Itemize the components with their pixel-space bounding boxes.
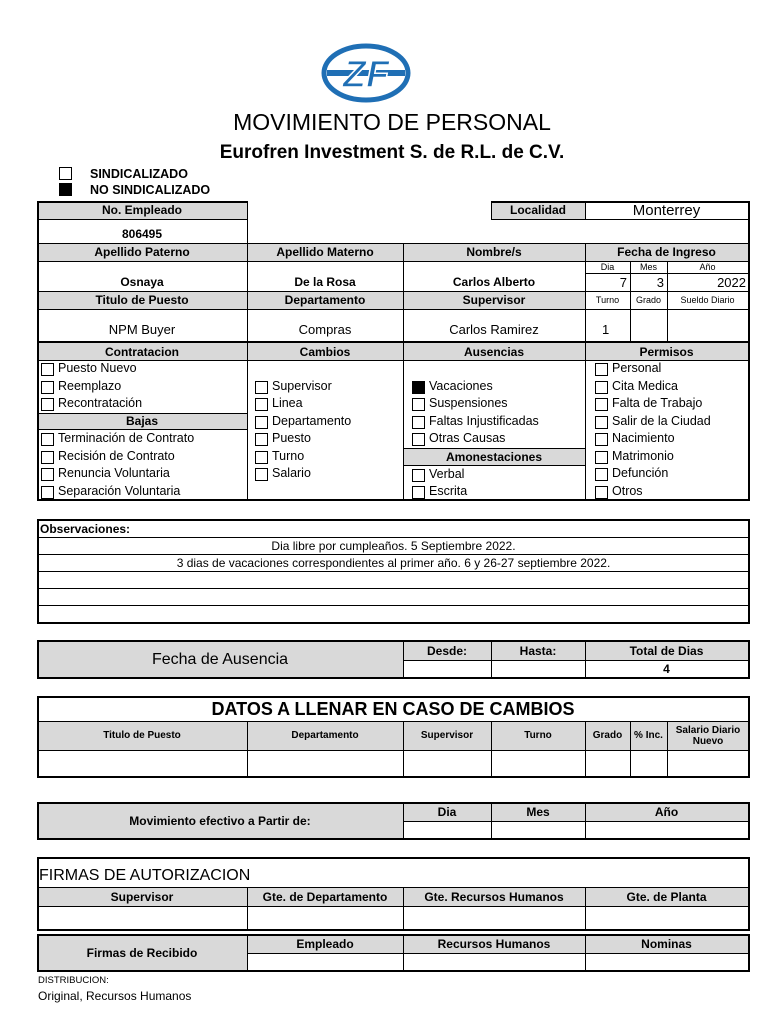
mov-dia-label: Dia bbox=[437, 805, 457, 819]
recibido-empleado-field[interactable] bbox=[248, 954, 403, 970]
permisos-matrimonio-label: Matrimonio bbox=[612, 449, 674, 463]
ausencias-vacaciones-label: Vacaciones bbox=[429, 379, 493, 393]
cambios-linea-checkbox[interactable] bbox=[255, 398, 268, 411]
col-supervisor: Supervisor bbox=[420, 730, 474, 741]
cambios-supervisor-checkbox[interactable] bbox=[255, 381, 268, 394]
cambios-linea-label: Linea bbox=[272, 396, 303, 410]
observaciones-label: Observaciones: bbox=[40, 521, 131, 536]
col-salario-nuevo: Salario Diario Nuevo bbox=[675, 724, 741, 747]
no-sindicalizado-checkbox[interactable] bbox=[59, 183, 72, 196]
firma-gte-rh-field[interactable] bbox=[404, 907, 585, 929]
recibido-nominas-field[interactable] bbox=[586, 954, 748, 970]
cambios-header: Cambios bbox=[299, 344, 351, 359]
nombre-label: Nombre/s bbox=[466, 245, 522, 259]
col-grado: Grado bbox=[592, 730, 623, 741]
contratacion-header: Contratacion bbox=[104, 344, 179, 359]
mov-mes-label: Mes bbox=[526, 805, 550, 819]
ap-materno-label: Apellido Materno bbox=[276, 245, 374, 259]
bajas-renuncia-voluntaria-label: Renuncia Voluntaria bbox=[58, 466, 170, 480]
permisos-nacimiento-label: Nacimiento bbox=[612, 431, 675, 445]
zf-logo bbox=[321, 43, 411, 103]
supervisor-value[interactable]: Carlos Ramirez bbox=[449, 321, 539, 337]
observaciones-line-2[interactable]: 3 dias de vacaciones correspondientes al primer año. 6 y 26-27 septiembre 2022. bbox=[176, 555, 611, 570]
permisos-otros-label: Otros bbox=[612, 484, 643, 498]
recibido-rh-label: Recursos Humanos bbox=[437, 937, 551, 951]
permisos-header: Permisos bbox=[639, 344, 694, 359]
titulo-label: Titulo de Puesto bbox=[95, 293, 189, 307]
permisos-otros-checkbox[interactable] bbox=[595, 486, 608, 499]
permisos-personal-checkbox[interactable] bbox=[595, 363, 608, 376]
no-empleado-label: No. Empleado bbox=[101, 203, 182, 217]
cambios-puesto-label: Puesto bbox=[272, 431, 311, 445]
fecha-ingreso-label: Fecha de Ingreso bbox=[617, 245, 716, 259]
ausencias-otras-causas-checkbox[interactable] bbox=[412, 433, 425, 446]
ausencias-faltas-injustificadas-label: Faltas Injustificadas bbox=[429, 414, 539, 428]
svg-text:ZF: ZF bbox=[342, 54, 390, 96]
contratacion-reemplazo-checkbox[interactable] bbox=[41, 381, 54, 394]
ausencias-suspensiones-label: Suspensiones bbox=[429, 396, 508, 410]
amonestaciones-escrita-label: Escrita bbox=[429, 484, 468, 498]
dia-label: Dia bbox=[600, 262, 615, 272]
desde-label: Desde: bbox=[426, 643, 467, 658]
depto-value[interactable]: Compras bbox=[298, 321, 352, 337]
ap-paterno-value[interactable]: Osnaya bbox=[120, 275, 164, 289]
permisos-salir-de-la-ciudad-checkbox[interactable] bbox=[595, 416, 608, 429]
sindicalizado-checkbox[interactable] bbox=[59, 167, 72, 180]
firma-gte-planta-field[interactable] bbox=[586, 907, 748, 929]
bajas-header: Bajas bbox=[125, 414, 159, 428]
bajas-separacion-voluntaria-checkbox[interactable] bbox=[41, 486, 54, 499]
recibido-label: Firmas de Recibido bbox=[86, 946, 198, 960]
col-inc: % Inc. bbox=[634, 730, 663, 741]
bajas-separacion-voluntaria-label: Separación Voluntaria bbox=[58, 484, 181, 498]
observaciones-line-4[interactable] bbox=[37, 588, 750, 605]
amonestaciones-verbal-label: Verbal bbox=[429, 467, 465, 481]
mov-mes-value[interactable] bbox=[491, 822, 585, 838]
cambios-puesto-checkbox[interactable] bbox=[255, 433, 268, 446]
turno-label: Turno bbox=[595, 295, 620, 305]
amonestaciones-verbal-checkbox[interactable] bbox=[412, 469, 425, 482]
depto-label: Departamento bbox=[284, 293, 366, 307]
fecha-ausencia-label: Fecha de Ausencia bbox=[151, 650, 289, 668]
datos-cambios-title: DATOS A LLENAR EN CASO DE CAMBIOS bbox=[211, 699, 575, 719]
company-name: Eurofren Investment S. de R.L. de C.V. bbox=[219, 142, 565, 163]
ausencias-otras-causas-label: Otras Causas bbox=[429, 431, 506, 445]
permisos-personal-label: Personal bbox=[612, 361, 662, 375]
permisos-nacimiento-checkbox[interactable] bbox=[595, 433, 608, 446]
sueldo-label: Sueldo Diario bbox=[680, 295, 735, 305]
firma-supervisor-field[interactable] bbox=[38, 907, 247, 929]
observaciones-line-1[interactable]: Dia libre por cumpleaños. 5 Septiembre 2022. bbox=[271, 538, 516, 553]
dia-value[interactable]: 7 bbox=[619, 274, 627, 290]
mov-anio-label: Año bbox=[654, 805, 679, 819]
contratacion-reemplazo-label: Reemplazo bbox=[58, 379, 122, 393]
supervisor-label: Supervisor bbox=[462, 293, 526, 307]
cambios-turno-checkbox[interactable] bbox=[255, 451, 268, 464]
bajas-recision-de-contrato-checkbox[interactable] bbox=[41, 451, 54, 464]
mov-anio-value[interactable] bbox=[585, 822, 748, 838]
cambios-supervisor-label: Supervisor bbox=[272, 379, 332, 393]
bajas-recision-de-contrato-label: Recisión de Contrato bbox=[58, 449, 175, 463]
permisos-defuncion-label: Defunción bbox=[612, 466, 669, 480]
cambios-salario-label: Salario bbox=[272, 466, 311, 480]
distribucion-label: DISTRIBUCION: bbox=[38, 974, 109, 986]
recibido-rh-field[interactable] bbox=[404, 954, 585, 970]
permisos-salir-de-la-ciudad-label: Salir de la Ciudad bbox=[612, 414, 711, 428]
col-departamento: Departamento bbox=[291, 730, 359, 741]
contratacion-recontratacion-label: Recontratación bbox=[58, 396, 143, 410]
localidad-label: Localidad bbox=[509, 203, 566, 217]
page-title: MOVIMIENTO DE PERSONAL bbox=[233, 108, 551, 135]
contratacion-puesto-nuevo-label: Puesto Nuevo bbox=[58, 361, 137, 375]
grado-label: Grado bbox=[635, 295, 661, 305]
observaciones-line-5[interactable] bbox=[37, 605, 750, 622]
contratacion-recontratacion-checkbox[interactable] bbox=[41, 398, 54, 411]
firma-gte-depto-field[interactable] bbox=[248, 907, 403, 929]
desde-value[interactable] bbox=[403, 661, 491, 677]
permisos-defuncion-checkbox[interactable] bbox=[595, 468, 608, 481]
permisos-cita-medica-checkbox[interactable] bbox=[595, 381, 608, 394]
observaciones-line-3[interactable] bbox=[37, 571, 750, 588]
firma-gte-planta-label: Gte. de Planta bbox=[626, 890, 707, 904]
total-dias-label: Total de Dias bbox=[629, 643, 704, 658]
nombre-value[interactable]: Carlos Alberto bbox=[452, 275, 536, 289]
permisos-cita-medica-label: Cita Medica bbox=[612, 379, 678, 393]
ausencias-suspensiones-checkbox[interactable] bbox=[412, 398, 425, 411]
bajas-renuncia-voluntaria-checkbox[interactable] bbox=[41, 468, 54, 481]
cambios-departamento-checkbox[interactable] bbox=[255, 416, 268, 429]
cambios-turno-label: Turno bbox=[272, 449, 305, 463]
firma-gte-rh-label: Gte. Recursos Humanos bbox=[424, 890, 564, 904]
titulo-value[interactable]: NPM Buyer bbox=[108, 321, 176, 337]
recibido-empleado-label: Empleado bbox=[296, 937, 354, 951]
bajas-terminacion-de-contrato-label: Terminación de Contrato bbox=[58, 431, 195, 445]
sindicalizado-label: SINDICALIZADO bbox=[90, 167, 188, 181]
mes-label: Mes bbox=[639, 262, 657, 272]
ap-materno-value[interactable]: De la Rosa bbox=[294, 275, 356, 289]
mes-value[interactable]: 3 bbox=[656, 274, 664, 290]
cambios-salario-checkbox[interactable] bbox=[255, 468, 268, 481]
hasta-label: Hasta: bbox=[519, 643, 557, 658]
col-turno: Turno bbox=[524, 730, 552, 741]
firmas-title: FIRMAS DE AUTORIZACION bbox=[39, 867, 251, 884]
permisos-falta-de-trabajo-checkbox[interactable] bbox=[595, 398, 608, 411]
ausencias-vacaciones-checkbox[interactable] bbox=[412, 381, 425, 394]
bajas-terminacion-de-contrato-checkbox[interactable] bbox=[41, 433, 54, 446]
movimiento-label: Movimiento efectivo a Partir de: bbox=[129, 814, 311, 828]
contratacion-puesto-nuevo-checkbox[interactable] bbox=[41, 363, 54, 376]
anio-label: Año bbox=[699, 262, 716, 272]
amonestaciones-header: Amonestaciones bbox=[445, 449, 543, 464]
ap-paterno-label: Apellido Paterno bbox=[94, 245, 190, 259]
mov-dia-value[interactable] bbox=[403, 822, 491, 838]
firma-gte-depto-label: Gte. de Departamento bbox=[262, 890, 388, 904]
amonestaciones-escrita-checkbox[interactable] bbox=[412, 486, 425, 499]
ausencias-header: Ausencias bbox=[463, 344, 525, 359]
recibido-nominas-label: Nominas bbox=[641, 937, 692, 951]
hasta-value[interactable] bbox=[491, 661, 585, 677]
localidad-value[interactable]: Monterrey bbox=[632, 201, 701, 219]
permisos-matrimonio-checkbox[interactable] bbox=[595, 451, 608, 464]
no-sindicalizado-label: NO SINDICALIZADO bbox=[90, 183, 211, 197]
ausencias-faltas-injustificadas-checkbox[interactable] bbox=[412, 416, 425, 429]
no-empleado-value[interactable]: 806495 bbox=[121, 226, 163, 241]
permisos-falta-de-trabajo-label: Falta de Trabajo bbox=[612, 396, 703, 410]
anio-value[interactable]: 2022 bbox=[717, 274, 746, 290]
col-titulo-puesto: Titulo de Puesto bbox=[103, 730, 181, 741]
turno-value[interactable]: 1 bbox=[602, 321, 610, 337]
total-dias-value[interactable]: 4 bbox=[663, 662, 670, 676]
firma-supervisor-label: Supervisor bbox=[110, 890, 174, 904]
cambios-departamento-label: Departamento bbox=[272, 414, 352, 428]
distribucion-value: Original, Recursos Humanos bbox=[38, 989, 192, 1003]
